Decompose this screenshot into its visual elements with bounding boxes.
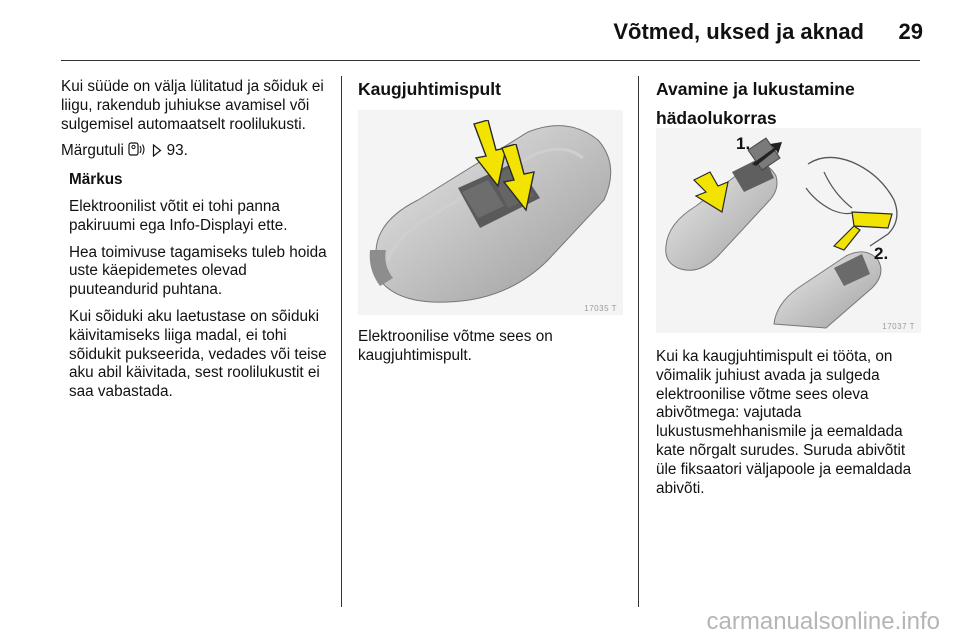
figure-code: 17037 T — [882, 322, 915, 331]
column-1 — [61, 78, 331, 410]
column-2 — [358, 79, 623, 108]
page-header — [0, 0, 960, 62]
remote-key-figure — [358, 110, 623, 315]
watermark: carmanualsonline.info — [706, 608, 940, 635]
emergency-text: Kui ka kaugjuhtimispult ei tööta, on võimalik juhiust avada ja sulgeda elektroonilise võtme sees oleva abivõtmega: vajutada lukustusmehhanismile ja eemaldada kate nõrgalt surudes. Suruda abivõtit üle fiksaatori väljapoole ja eemaldada abivõti. — [656, 348, 912, 497]
emergency-heading-line-1: Avamine ja lukustamine — [656, 79, 855, 99]
key-signal-icon — [128, 142, 148, 163]
note-block — [69, 171, 331, 402]
press-arrow-icon-2 — [494, 144, 574, 234]
emergency-key-illustration — [656, 128, 921, 333]
intro-paragraph: Kui süüde on välja lülitatud ja sõiduk ei liigu, rakendub juhiukse avamisel või sulgemisel automaatselt roolilukusti. — [61, 78, 324, 133]
remote-control-heading: Kaugjuhtimispult — [358, 79, 501, 99]
remote-control-text: Elektroonilise võtme sees on kaugjuhtimispult. — [358, 328, 553, 364]
header-rule — [61, 60, 920, 61]
figure-code: 17035 T — [584, 304, 617, 313]
remote-control-text-block — [358, 328, 623, 374]
step-2-label: 2. — [874, 244, 889, 263]
note-paragraph-3: Kui sõiduki aku laetustase on sõiduki käivitamiseks liiga madal, ei tohi sõidukit pukseerida, vedades või teise aku abil käivitada, sest roolilukustit ei saa vabastada. — [69, 307, 327, 401]
page-title: Võtmed, uksed ja aknad — [613, 19, 864, 44]
page-reference-arrow-icon — [152, 144, 162, 163]
warning-light-line — [61, 142, 331, 163]
emergency-heading-line-2: hädaolukorras — [656, 108, 777, 128]
emergency-text-block — [656, 348, 926, 506]
warning-light-label: Märgutuli — [61, 142, 124, 160]
column-divider-1 — [341, 76, 342, 607]
column-divider-2 — [638, 76, 639, 607]
warning-light-page-ref: 93. — [166, 142, 188, 160]
note-paragraph-2: Hea toimivuse tagamiseks tuleb hoida uste käepidemetes olevad puuteandurid puhtana. — [69, 243, 327, 299]
page-number: 29 — [898, 19, 923, 44]
emergency-key-figure — [656, 128, 921, 333]
note-heading: Märkus — [69, 171, 123, 189]
step-1-label: 1. — [736, 134, 751, 153]
note-paragraph-1: Elektroonilist võtit ei tohi panna pakiruumi ega Info-Displayi ette. — [69, 197, 288, 234]
